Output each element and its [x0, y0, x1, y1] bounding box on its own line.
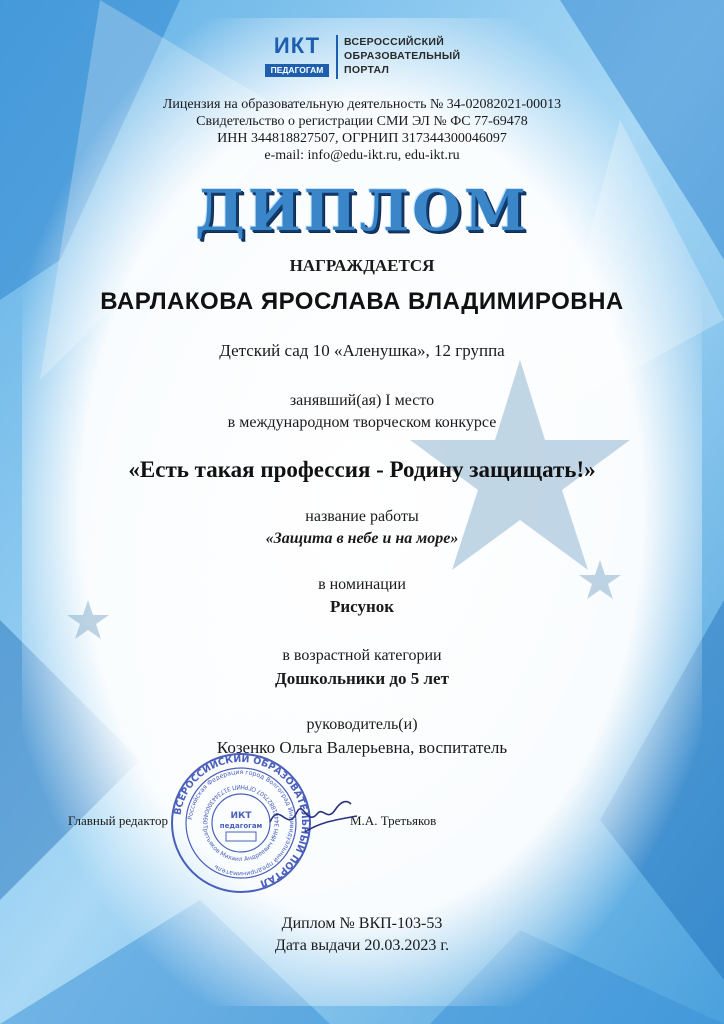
monitor-icon [226, 832, 256, 841]
contest-type: в международном творческом конкурсе [227, 414, 497, 431]
contacts-line: e-mail: info@edu-ikt.ru, edu-ikt.ru [264, 148, 460, 163]
recipient-name: ВАРЛАКОВА ЯРОСЛАВА ВЛАДИМИРОВНА [100, 288, 624, 315]
nomination: Рисунок [329, 597, 395, 616]
issue-date: Дата выдачи 20.03.2023 г. [274, 937, 450, 954]
portal-name: ВСЕРОССИЙСКИЙ ОБРАЗОВАТЕЛЬНЫЙ ПОРТАЛ [344, 36, 461, 76]
stamp-center-bottom: педагогам [219, 822, 263, 830]
age-label: в возрастной категории [282, 647, 442, 664]
stamp-outer-text: ВСЕРОССИЙСКИЙ ОБРАЗОВАТЕЛЬНЫЙ ПОРТАЛ [172, 753, 311, 889]
tax-id-line: ИНН 344818827507, ОГРНИП 317344300046097 [217, 131, 507, 146]
stamp-inner-text: Третьяков Михаил Андреевич ИНН 344818827507 ОГРНИП 3173443000460 [200, 782, 282, 864]
stamp-center-top: ИКТ [230, 811, 252, 821]
awarded-label: НАГРАЖДАЕТСЯ [289, 256, 435, 275]
logo-mark-text: ИКТ [273, 33, 321, 58]
ikt-logo-mark [262, 33, 332, 81]
editor-label: Главный редактор [68, 813, 168, 828]
supervisor-name: Козенко Ольга Валерьевна, воспитатель [216, 738, 508, 757]
license-line: Лицензия на образовательную деятельность № 34-02082021-00013 [162, 97, 562, 112]
editor-name: М.А. Третьяков [350, 813, 437, 828]
nomination-label: в номинации [318, 576, 406, 593]
supervisor-label: руководитель(и) [306, 716, 418, 733]
stamp-mid-text: Российская Федерация город Волгоград Индивидуальный предприниматель [187, 768, 296, 878]
diploma-title: ДИПЛОМ [195, 178, 529, 244]
contest-name: «Есть такая профессия - Родину защищать!» [128, 457, 596, 482]
diploma-number: Диплом № ВКП-103-53 [281, 915, 443, 932]
media-registration-line: Свидетельство о регистрации СМИ ЭЛ № ФС 77-69478 [196, 114, 528, 129]
portal-logo [262, 33, 472, 83]
place-line: занявший(ая) I место [289, 392, 435, 409]
organization: Детский сад 10 «Аленушка», 12 группа [219, 341, 505, 360]
work-title: «Защита в небе и на море» [265, 530, 459, 547]
signature [265, 792, 365, 844]
work-label: название работы [305, 508, 419, 525]
age-category: Дошкольники до 5 лет [275, 669, 449, 688]
logo-sub-text: ПЕДАГОГАМ [265, 64, 329, 77]
logo-divider [336, 35, 338, 79]
